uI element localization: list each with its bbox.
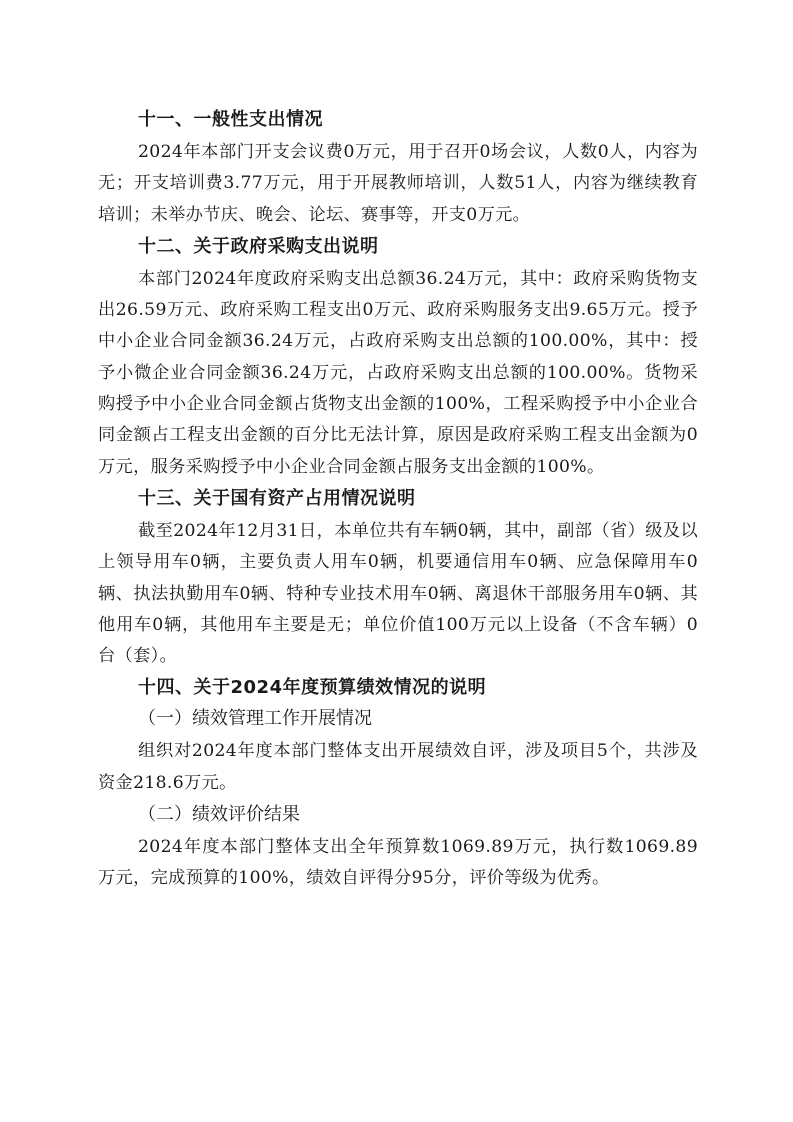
- subsection-title-evaluation-result: （二）绩效评价结果: [138, 804, 300, 826]
- paragraph-state-assets: 截至2024年12月31日，本单位共有车辆0辆，其中，副部（省）级及以上领导用车0辆，主要负责人用车0辆，机要通信用车0辆、应急保障用车0辆、执法执勤用车0辆、特种专业技术用车0辆、离退休干部服务用车0辆、其他用车0辆，其他用车主要是无；单位价值100万元以上设备（不含车辆）0台（套）。: [98, 520, 698, 667]
- paragraph-evaluation-result: 2024年度本部门整体支出全年预算数1069.89万元，执行数1069.89万元，完成预算的100%，绩效自评得分95分，评价等级为优秀。: [98, 837, 698, 889]
- paragraph-general-expenditure: 2024年本部门开支会议费0万元，用于召开0场会议，人数0人，内容为无；开支培训费3.77万元，用于开展教师培训，人数51人，内容为继续教育培训；未举办节庆、晚会、论坛、赛事等，开支0万元。: [98, 142, 698, 225]
- paragraph-government-procurement: 本部门2024年度政府采购支出总额36.24万元，其中：政府采购货物支出26.59万元、政府采购工程支出0万元、政府采购服务支出9.65万元。授予中小企业合同金额36.24万元，占政府采购支出总额的100.00%，其中：授予小微企业合同金额36.24万元，占政府采购支出总额的100.00%。货物采购授予中小企业合同金额占货物支出金额的100%，工程采购授予中小企业合同金额占工程支出金额的百分比无法计算，原因是政府采购工程支出金额为0万元，服务采购授予中小企业合同金额占服务支出金额的100%。: [98, 268, 698, 477]
- paragraph-performance-management: 组织对2024年度本部门整体支出开展绩效自评，涉及项目5个，共涉及资金218.6万元。: [98, 741, 698, 793]
- section-heading-12: 十二、关于政府采购支出说明: [138, 235, 379, 257]
- section-heading-13: 十三、关于国有资产占用情况说明: [138, 487, 416, 509]
- document-body: [98, 104, 698, 895]
- section-heading-11: 十一、一般性支出情况: [138, 109, 323, 130]
- subsection-title-performance-management: （一）绩效管理工作开展情况: [138, 708, 372, 730]
- section-heading-14: 十四、关于2024年度预算绩效情况的说明: [138, 677, 487, 699]
